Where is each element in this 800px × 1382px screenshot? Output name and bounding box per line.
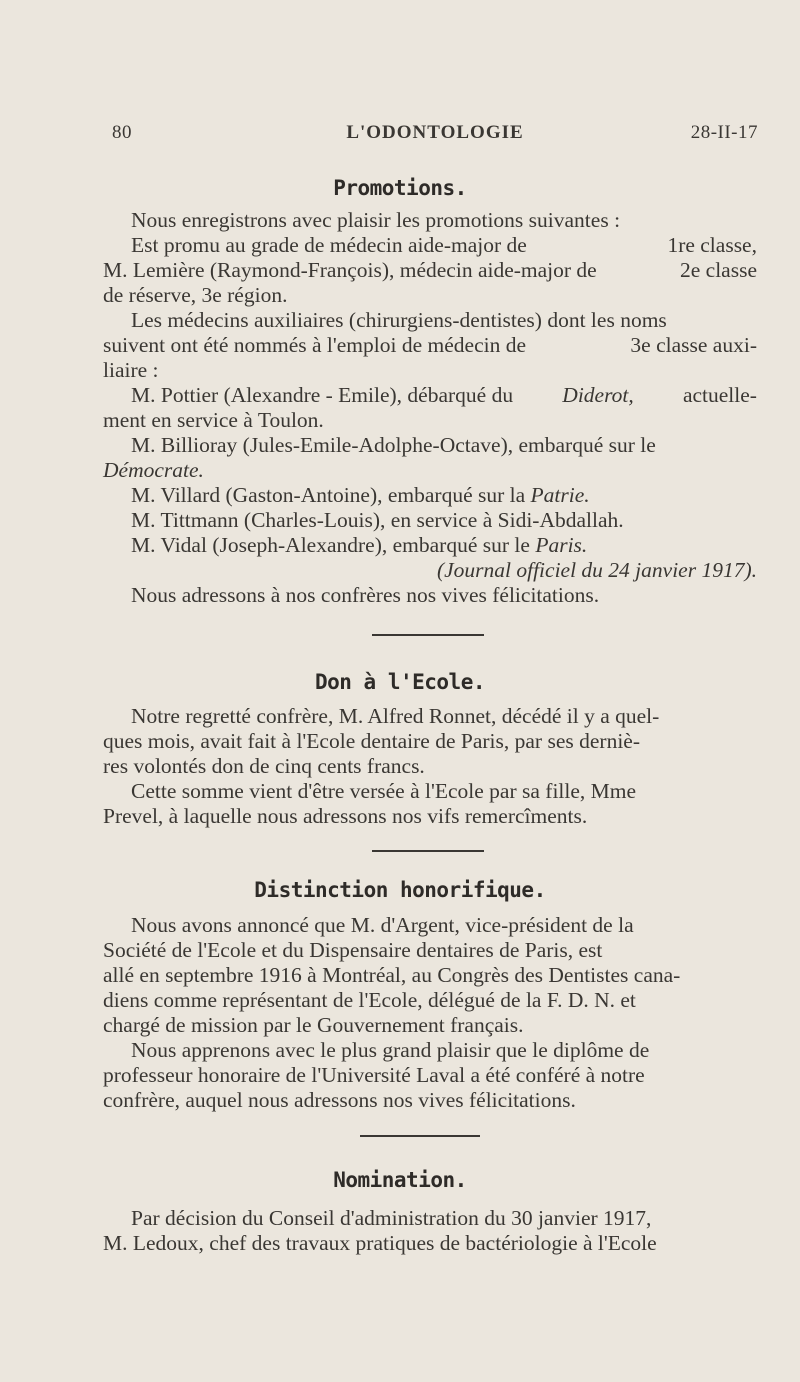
don-title: Don à l'Ecole. <box>314 670 485 694</box>
class-fragment: 1re classe, <box>667 233 757 257</box>
text-line: ques mois, avait fait à l'Ecole dentaire de Paris, par ses derniè- <box>103 729 640 753</box>
text-line: diens comme représentant de l'Ecole, délégué de la F. D. N. et <box>103 988 636 1012</box>
source-citation: (Journal officiel du 24 janvier 1917). <box>436 558 757 582</box>
text-line: liaire : <box>103 358 159 382</box>
ship-name: Paris. <box>535 533 588 557</box>
text-line: M. Tittmann (Charles-Louis), en service à Sidi-Abdallah. <box>131 508 624 532</box>
nomination-title: Nomination. <box>333 1168 467 1192</box>
text-line: Les médecins auxiliaires (chirurgiens-dentistes) dont les noms <box>131 308 667 332</box>
page-number: 80 <box>112 122 132 143</box>
text-line: Est promu au grade de médecin aide-major de 1re classe, <box>131 233 757 257</box>
class-fragment: 3e classe auxi- <box>630 333 757 357</box>
distinction-title: Distinction honorifique. <box>254 878 546 902</box>
class-fragment: 2e classe <box>679 258 757 282</box>
text-line: M. Billioray (Jules-Emile-Adolphe-Octave), embarqué sur le <box>131 433 656 457</box>
text-line: M. Ledoux, chef des travaux pratiques de bactériologie à l'Ecole <box>103 1231 657 1255</box>
text-line: Nous avons annoncé que M. d'Argent, vice-président de la <box>131 913 634 937</box>
journal-title: L'ODONTOLOGIE <box>346 122 524 143</box>
text-line: Société de l'Ecole et du Dispensaire dentaires de Paris, est <box>103 938 603 962</box>
ship-name: Démocrate. <box>103 458 204 482</box>
section-divider <box>372 850 484 852</box>
issue-date: 28-II-17 <box>690 122 758 143</box>
distinction-body <box>103 913 757 1113</box>
section-divider <box>360 1135 480 1137</box>
text-line: M. Villard (Gaston-Antoine), embarqué sur la Patrie. <box>131 483 590 507</box>
text-line: M. Lemière (Raymond-François), médecin aide-major de 2e classe <box>103 258 757 282</box>
text-line: M. Vidal (Joseph-Alexandre), embarqué sur le Paris. <box>131 533 588 557</box>
running-header <box>112 122 758 152</box>
region-fragment: 3e région. <box>201 283 288 307</box>
text-line: suivent ont été nommés à l'emploi de médecin de 3e classe auxi- <box>103 333 757 357</box>
don-body <box>103 704 757 829</box>
text-line: res volontés don de cinq cents francs. <box>103 754 425 778</box>
ship-name: Patrie. <box>530 483 590 507</box>
text-line: allé en septembre 1916 à Montréal, au Congrès des Dentistes cana- <box>103 963 681 987</box>
text-line: confrère, auquel nous adressons nos vives félicitations. <box>103 1088 576 1112</box>
text-line: Notre regretté confrère, M. Alfred Ronnet, décédé il y a quel- <box>131 704 660 728</box>
text-line: ment en service à Toulon. <box>103 408 324 432</box>
text-line: Nous enregistrons avec plaisir les promotions suivantes : <box>131 208 621 232</box>
text-line: Cette somme vient d'être versée à l'Ecole par sa fille, Mme <box>131 779 637 803</box>
ship-name: Diderot, <box>562 383 634 407</box>
text-line: professeur honoraire de l'Université Laval a été conféré à notre <box>103 1063 645 1087</box>
nomination-body <box>103 1206 757 1256</box>
section-divider <box>372 634 484 636</box>
text-line: chargé de mission par le Gouvernement français. <box>103 1013 524 1037</box>
text-line: Nous apprenons avec le plus grand plaisir que le diplôme de <box>131 1038 650 1062</box>
text-line: de réserve, 3e région. <box>103 283 288 307</box>
promotions-body <box>103 208 757 608</box>
text-line: M. Pottier (Alexandre - Emile), débarqué du Diderot, actuelle- <box>131 383 757 407</box>
text-line: Par décision du Conseil d'administration du 30 janvier 1917, <box>131 1206 652 1230</box>
promotions-title: Promotions. <box>333 176 467 200</box>
text-line: Prevel, à laquelle nous adressons nos vifs remercîments. <box>103 804 588 828</box>
text-line: Nous adressons à nos confrères nos vives félicitations. <box>131 583 600 607</box>
